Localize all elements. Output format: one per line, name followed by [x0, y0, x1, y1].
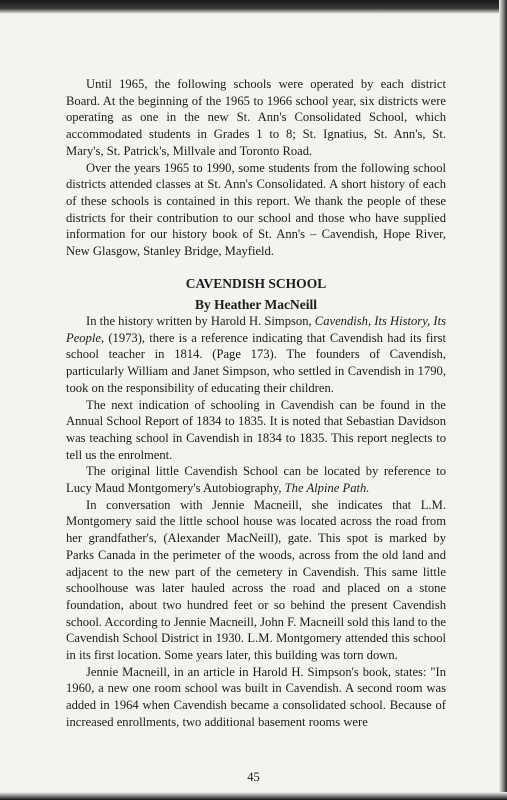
- byline-heading: [66, 297, 446, 313]
- body-paragraph-3: [66, 463, 446, 496]
- page-number: 45: [247, 770, 260, 784]
- body-paragraph-5: Jennie Macneill, in an article in Harold H. Simpson's book, states: "In 1960, a new one room school was built in Cavendish. A second room was added in 1964 when Cavendish became a consolidated school. Because of increased enrollments, two additional basement rooms were: [66, 664, 446, 729]
- body-paragraph-4: In conversation with Jennie Macneill, she indicates that L.M. Montgomery said the little school house was located across the road from her grandfather's, (Alexander MacNeill), gate. This spot is marked by Parks Canada in the perimeter of the woods, across from the old land and adjacent to the new part of the cemetery in Cavendish. This same little schoolhouse was later hauled across the road and placed on a stone foundation, about two hundred feet or so behind the present Cavendish school. According to Jennie Macneill, John F. Macneill sold this land to the Cavendish School District in 1930. L.M. Montgomery attended this school in its first location. Some years later, this building was torn down.: [66, 497, 446, 663]
- scan-edge-right: [499, 0, 507, 800]
- scan-edge-bottom: [0, 792, 507, 800]
- intro-paragraph-1: Until 1965, the following schools were operated by each district Board. At the beginning of the 1965 to 1966 school year, six districts were operating as one in the new St. Ann's Consolidated School, which accommodated students in Grades 1 to 8; St. Ignatius, St. Ann's, St. Mary's, St. Patrick's, Millvale and Toronto Road.: [66, 77, 446, 158]
- body-paragraph-1: [66, 313, 446, 397]
- body-paragraph-2: The next indication of schooling in Cavendish can be found in the Annual School Report of 1834 to 1835. It is noted that Sebastian Davidson was teaching school in Cavendish in 1834 to 1835. This report neglects to tell us the enrolment.: [66, 397, 446, 462]
- section-heading: [66, 276, 446, 292]
- article-body: [66, 313, 446, 731]
- section-byline: By Heather MacNeill: [195, 297, 317, 312]
- body-paragraph-3-lead: The original little Cavendish School can be located by reference to Lucy Maud Montgomery's Autobiography,: [66, 464, 446, 496]
- body-paragraph-1-lead: In the history written by Harold H. Simpson,: [86, 314, 315, 328]
- intro-section: [66, 76, 446, 260]
- intro-paragraph-2: Over the years 1965 to 1990, some students from the following school districts attended classes at St. Ann's Consolidated. A short history of each of these schools is contained in this report. We thank the people of these districts for their contribution to our school and those who have supplied information for our history book of St. Ann's – Cavendish, Hope River, New Glasgow, Stanley Bridge, Mayfield.: [66, 160, 446, 259]
- scan-edge-top: [0, 0, 507, 14]
- book-title-cavendish: Cavendish, Its History, Its People,: [66, 314, 446, 345]
- book-title-alpine-path: The Alpine Path.: [284, 481, 370, 496]
- body-paragraph-1-rest: (1973), there is a reference indicating that Cavendish had its first school teacher in 1814. (Page 173). The founders of Cavendish, particularly William and Janet Simpson, who settled in Cavendish in 1790, took on the responsibility of educating their children.: [66, 330, 446, 395]
- section-title: CAVENDISH SCHOOL: [185, 276, 327, 291]
